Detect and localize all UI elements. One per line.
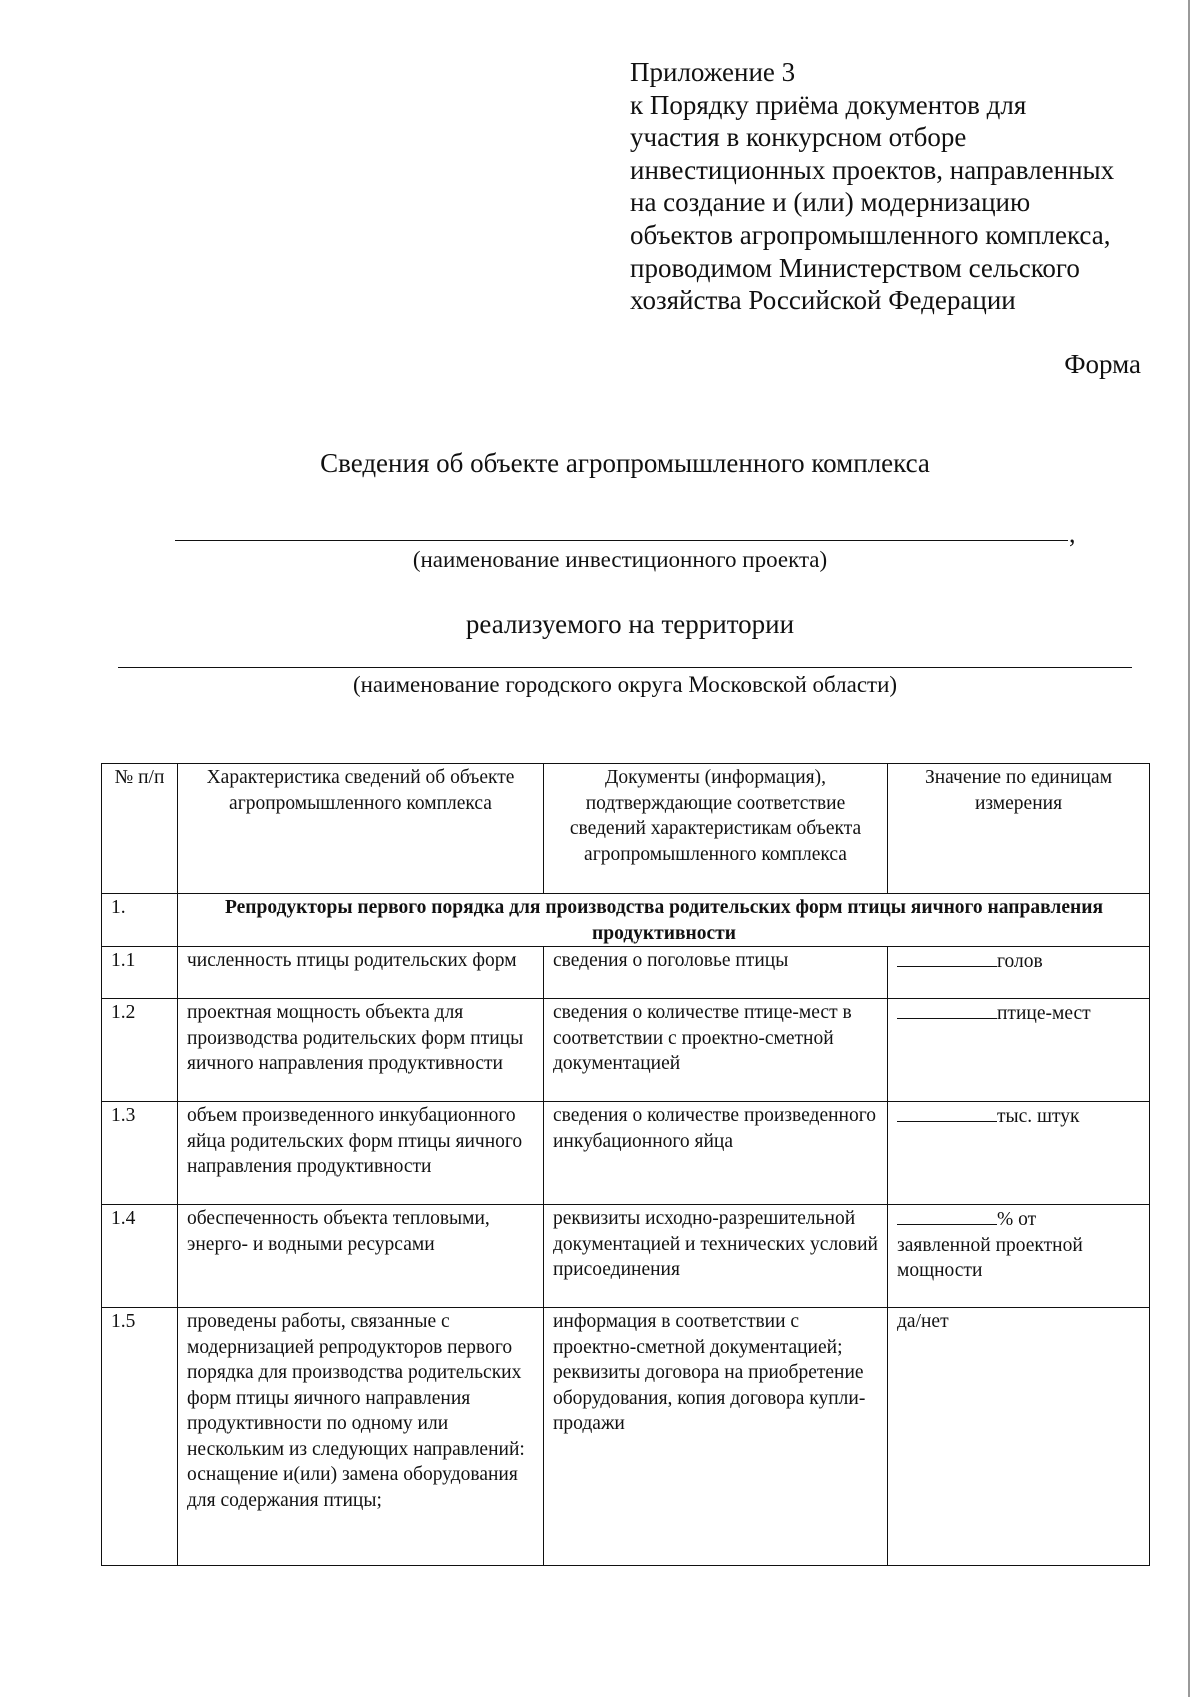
- unit-label: голов: [997, 951, 1043, 972]
- unit-label: % от: [997, 1209, 1037, 1230]
- form-label: Форма: [1064, 349, 1141, 379]
- scan-edge-line: [1188, 0, 1190, 1697]
- appendix-header: [630, 56, 1170, 317]
- row-number: 1.3: [102, 1102, 178, 1205]
- value-blank[interactable]: [897, 1000, 997, 1019]
- row-characteristic: объем произведенного инкубационного яйца родительских форм птицы яичного направления продуктивности: [178, 1102, 544, 1205]
- realized-text: реализуемого на территории: [465, 609, 795, 639]
- territory-name-blank[interactable]: [118, 667, 1132, 668]
- appendix-line: участия в конкурсном отборе: [630, 122, 967, 153]
- row-characteristic: численность птицы родительских форм: [178, 947, 544, 999]
- row-number: 1.1: [102, 947, 178, 999]
- row-characteristic: проведены работы, связанные с модернизацией репродукторов первого порядка для производства родительских форм птицы яичного направления продуктивности по одному или нескольким из следующих направлений: оснащение и(или) замена оборудования для содержания птицы;: [178, 1308, 544, 1566]
- row-value: [888, 1102, 1150, 1205]
- appendix-line: проводимом Министерством сельского: [630, 252, 1080, 283]
- value-blank[interactable]: [897, 948, 997, 967]
- row-value: [888, 999, 1150, 1102]
- row-number: 1.4: [102, 1205, 178, 1308]
- appendix-line: инвестиционных проектов, направленных: [630, 154, 1115, 185]
- row-number: 1.2: [102, 999, 178, 1102]
- unit-label: тыс. штук: [997, 1106, 1080, 1127]
- unit-label: птице-мест: [997, 1003, 1091, 1024]
- territory-name-caption: (наименование городского округа Московской области): [352, 672, 898, 697]
- row-documents: реквизиты исходно-разрешительной документацией и технических условий присоединения: [544, 1205, 888, 1308]
- table-row: [102, 999, 1150, 1102]
- row-value: [888, 947, 1150, 999]
- unit-extra: заявленной проектной мощности: [897, 1234, 1083, 1281]
- row-documents: сведения о поголовье птицы: [544, 947, 888, 999]
- object-info-table: [101, 763, 1150, 1566]
- appendix-line: на создание и (или) модернизацию: [630, 187, 1031, 218]
- header-characteristic: Характеристика сведений об объекте агропромышленного комплекса: [178, 764, 544, 894]
- document-title: Сведения об объекте агропромышленного комплекса: [320, 448, 930, 478]
- project-name-comma: ,: [1069, 519, 1076, 548]
- appendix-line: хозяйства Российской Федерации: [630, 285, 1016, 316]
- value-blank[interactable]: [897, 1103, 997, 1122]
- row-value: [888, 1205, 1150, 1308]
- appendix-line: объектов агропромышленного комплекса,: [630, 219, 1111, 250]
- row-documents: информация в соответствии с проектно-сметной документацией; реквизиты договора на приобретение оборудования, копия договора купли-продажи: [544, 1308, 888, 1566]
- value-blank[interactable]: [897, 1206, 997, 1225]
- table-row: [102, 947, 1150, 999]
- header-documents: Документы (информация), подтверждающие соответствие сведений характеристикам объекта агропромышленного комплекса: [544, 764, 888, 894]
- row-characteristic: проектная мощность объекта для производства родительских форм птицы яичного направления продуктивности: [178, 999, 544, 1102]
- row-number: 1.5: [102, 1308, 178, 1566]
- table-row: [102, 1308, 1150, 1566]
- header-value: Значение по единицам измерения: [888, 764, 1150, 894]
- row-documents: сведения о количестве произведенного инкубационного яйца: [544, 1102, 888, 1205]
- project-name-blank[interactable]: [175, 540, 1068, 541]
- section-number: 1.: [102, 894, 178, 947]
- table-row: [102, 1102, 1150, 1205]
- appendix-line: Приложение 3: [630, 57, 796, 87]
- section-title: Репродукторы первого порядка для производства родительских форм птицы яичного направления продуктивности: [178, 894, 1150, 947]
- appendix-line: к Порядку приёма документов для: [630, 89, 1027, 120]
- header-number: № п/п: [102, 764, 178, 894]
- table-row: [102, 1205, 1150, 1308]
- table-header-row: [102, 764, 1150, 894]
- section-row: [102, 894, 1150, 947]
- row-characteristic: обеспеченность объекта тепловыми, энерго- и водными ресурсами: [178, 1205, 544, 1308]
- project-name-caption: (наименование инвестиционного проекта): [412, 547, 828, 572]
- row-value: да/нет: [888, 1308, 1150, 1566]
- row-documents: сведения о количестве птице-мест в соответствии с проектно-сметной документацией: [544, 999, 888, 1102]
